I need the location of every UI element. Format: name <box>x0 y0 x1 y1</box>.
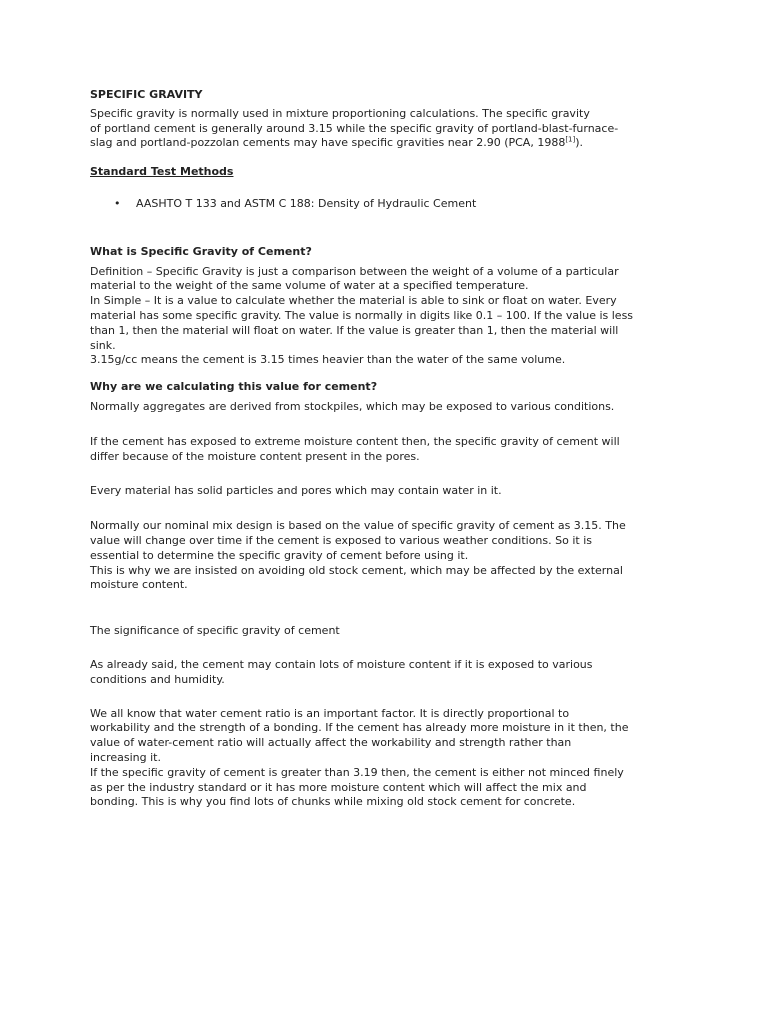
humidity-paragraph: As already said, the cement may contain lots of moisture content if it is exposed to various conditions and humidity. <box>90 657 593 686</box>
water-cement-paragraph: We all know that water cement ratio is an important factor. It is directly proportional to workability and the strength of a bonding. If the cement has already more moisture in it then, the value of water-cement ratio will actually affect the workability and strength rather than increasing it. If the specific gravity of cement is greater than 3.19 then, the cement is either not minced finely as per the industry standard or it has more moisture content which will affect the mix and bonding. This is why you find lots of chunks while mixing old stock cement for concrete. <box>90 706 629 809</box>
definition-paragraph: Definition – Specific Gravity is just a comparison between the weight of a volume of a particular material to the weight of the same volume of water at a specified temperature. In Simple – It is a value to calculate whether the material is able to sink or float on water. Every material has some specific gravity. The value is normally in digits like 0.1 – 100. If the value is less than 1, then the material will float on water. If the value is greater than 1, then the material will sink. 3.15g/cc means the cement is 3.15 times heavier than the water of the same volume. <box>90 264 634 367</box>
bullet-icon: • <box>114 196 121 210</box>
intro-end: ). <box>575 136 584 150</box>
why-heading: Why are we calculating this value for cement? <box>90 380 378 394</box>
what-is-heading: What is Specific Gravity of Cement? <box>90 244 312 258</box>
list-item <box>90 197 690 212</box>
intro-paragraph <box>90 107 690 151</box>
significance-heading: The significance of specific gravity of cement <box>90 624 340 638</box>
aggregates-paragraph: Normally aggregates are derived from stockpiles, which may be exposed to various conditions. <box>90 399 615 413</box>
test-methods-list <box>90 197 690 212</box>
standard-test-methods-heading: Standard Test Methods <box>90 165 234 179</box>
particles-paragraph: Every material has solid particles and pores which may contain water in it. <box>90 484 502 498</box>
moisture-paragraph: If the cement has exposed to extreme moisture content then, the specific gravity of cement will differ because of the moisture content present in the pores. <box>90 434 620 463</box>
list-item-text: AASHTO T 133 and ASTM C 188: Density of Hydraulic Cement <box>136 196 477 210</box>
mix-design-paragraph: Normally our nominal mix design is based on the value of specific gravity of cement as 3.15. The value will change over time if the cement is exposed to various weather conditions. So it is essential to determine the specific gravity of cement before using it. This is why we are insisted on avoiding old stock cement, which may be affected by the external moisture content. <box>90 519 626 592</box>
document-page <box>90 88 690 810</box>
document-title: SPECIFIC GRAVITY <box>90 88 203 101</box>
citation-ref: [1] <box>565 135 576 144</box>
intro-text: Specific gravity is normally used in mixture proportioning calculations. The specific gravity of portland cement is generally around 3.15 while the specific gravity of portland-blast-furnace- slag and portland-pozzolan cements may have specific gravities near 2.90 (PCA, 1988 <box>90 106 619 150</box>
